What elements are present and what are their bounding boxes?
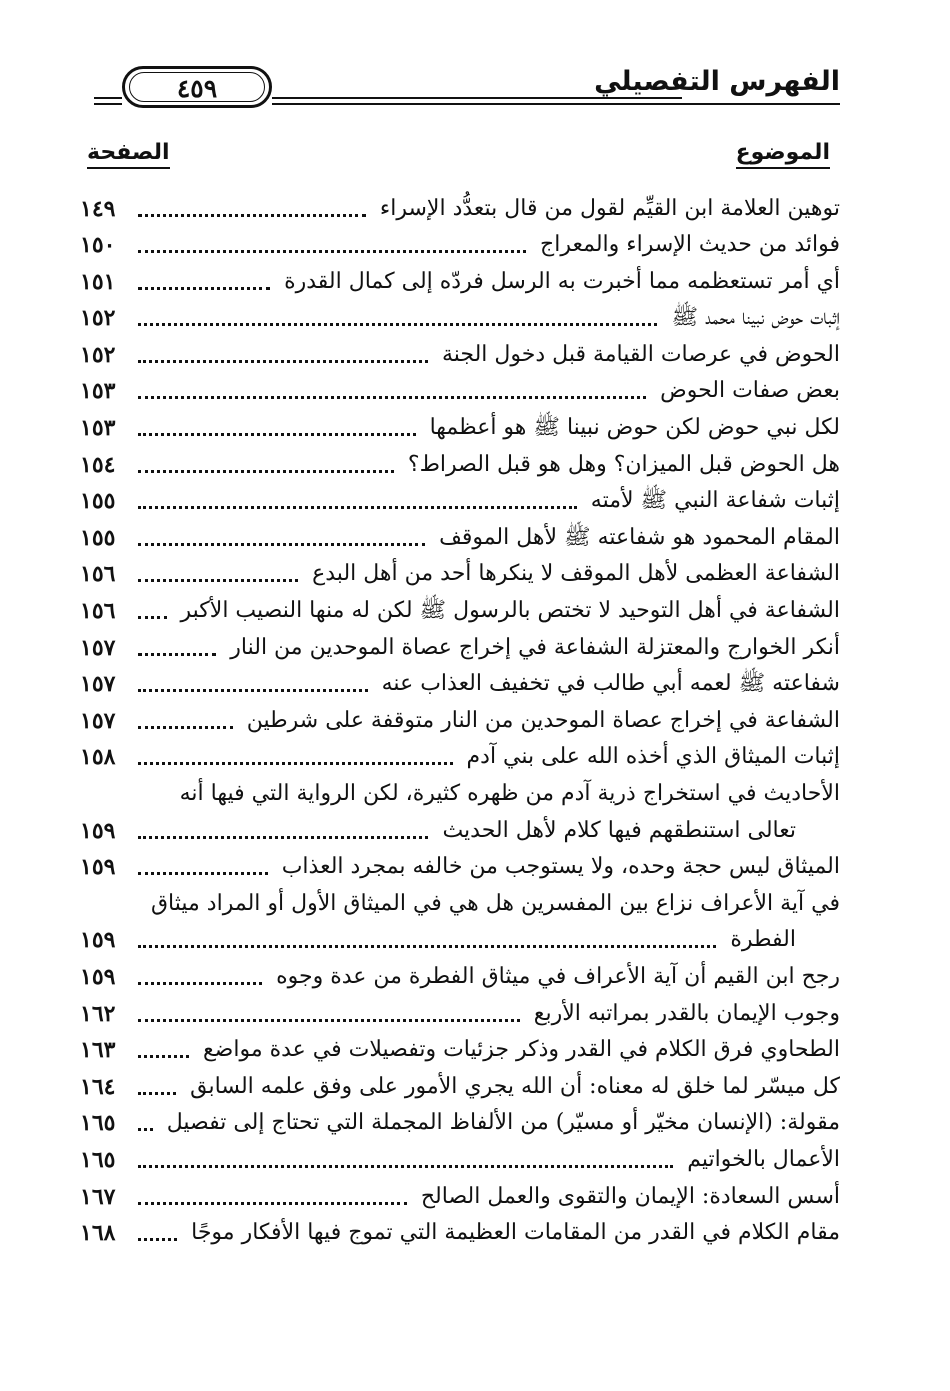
- entry-page: ١٥٠: [80, 232, 116, 258]
- leader-dots: [138, 433, 416, 436]
- toc-entry: [80, 265, 840, 301]
- leader-dots: [138, 1128, 153, 1131]
- toc-entry: [80, 1216, 840, 1252]
- entry-title: كل ميسّر لما خلق له معناه: أن الله يجري الأمور على وفق علمه السابق: [190, 1074, 840, 1099]
- entry-title: إثبات حوض نبينا محمد ﷺ: [671, 305, 840, 330]
- leader-dots: [138, 579, 298, 582]
- leader-dots: [138, 1202, 407, 1205]
- entry-title: إثبات الميثاق الذي أخذه الله على بني آدم: [466, 744, 840, 769]
- leader-dots: [138, 323, 657, 326]
- entry-title: لكل نبي حوض لكن حوض نبينا ﷺ هو أعظمها: [429, 415, 840, 440]
- entry-page: ١٦٥: [80, 1110, 116, 1136]
- entry-page: ١٥٥: [80, 488, 116, 514]
- leader-dots: [138, 1092, 176, 1095]
- toc-entry: [80, 338, 840, 374]
- toc-entry: [80, 228, 840, 264]
- toc-entry: [80, 1180, 840, 1216]
- toc-entry: [80, 301, 840, 337]
- entry-page: ١٥٨: [80, 744, 116, 770]
- leader-dots: [138, 396, 646, 399]
- toc-entry: [80, 1070, 840, 1106]
- toc-entry: [80, 777, 840, 813]
- leader-dots: [138, 872, 268, 875]
- entry-page: ١٥٥: [80, 525, 116, 551]
- entry-title: الشفاعة في إخراج عصاة الموحدين من النار متوقفة على شرطين: [246, 708, 840, 733]
- toc-entry: [80, 631, 840, 667]
- toc-entry: [80, 411, 840, 447]
- leader-dots: [138, 214, 366, 217]
- toc-entry: [80, 484, 840, 520]
- toc-entry: [80, 1033, 840, 1069]
- entry-title: هل الحوض قبل الميزان؟ وهل هو قبل الصراط؟: [407, 452, 840, 477]
- leader-dots: [138, 470, 394, 473]
- entry-page: ١٥٣: [80, 378, 116, 404]
- entry-page: ١٦٧: [80, 1184, 116, 1210]
- leader-dots: [138, 1055, 189, 1058]
- page-number: ٤٥٩: [176, 74, 218, 103]
- leader-dots: [138, 653, 216, 656]
- entry-page: ١٥٧: [80, 708, 116, 734]
- toc-entry: [80, 521, 840, 557]
- entry-title: الشفاعة العظمى لأهل الموقف لا ينكرها أحد من أهل البدع: [312, 561, 840, 586]
- leader-dots: [138, 945, 716, 948]
- toc-entry: [80, 814, 840, 850]
- column-heading-subject: الموضوع: [736, 140, 830, 169]
- entry-title: في آية الأعراف نزاع بين المفسرين هل هي في الميثاق الأول أو المراد ميثاق: [150, 891, 840, 916]
- entry-page: ١٦٢: [80, 1001, 116, 1027]
- entry-title: مقولة: (الإنسان مخيّر أو مسيّر) من الألفاظ المجملة التي تحتاج إلى تفصيل: [166, 1110, 840, 1135]
- leader-dots: [138, 506, 577, 509]
- entry-title: إثبات شفاعة النبي ﷺ لأمته: [590, 488, 840, 513]
- toc-entry: [80, 740, 840, 776]
- entry-title: وجوب الإيمان بالقدر بمراتبه الأربع: [533, 1001, 840, 1026]
- entry-title: رجح ابن القيم أن آية الأعراف في ميثاق الفطرة من عدة وجوه: [276, 964, 840, 989]
- toc-entry: [80, 850, 840, 886]
- leader-dots: [138, 982, 262, 985]
- entry-page: ١٦٨: [80, 1220, 116, 1246]
- leader-dots: [138, 360, 428, 363]
- toc-entry: [80, 960, 840, 996]
- toc-entry: [80, 594, 840, 630]
- entry-page: ١٥٩: [80, 818, 116, 844]
- entry-page: ١٥٩: [80, 964, 116, 990]
- entry-title: شفاعته ﷺ لعمه أبي طالب في تخفيف العذاب عنه: [381, 671, 840, 696]
- toc-entry: [80, 1143, 840, 1179]
- column-heading-page: الصفحة: [87, 140, 170, 169]
- entry-title: تعالى استنطقهم فيها كلام لأهل الحديث: [442, 818, 796, 843]
- entry-page: ١٥٧: [80, 671, 116, 697]
- entry-title: الميثاق ليس حجة وحده، ولا يستوجب من خالفه بمجرد العذاب: [281, 854, 840, 879]
- entry-page: ١٥٣: [80, 415, 116, 441]
- entry-title: الحوض في عرصات القيامة قبل دخول الجنة: [441, 342, 840, 367]
- leader-dots: [138, 250, 526, 253]
- leader-dots: [138, 543, 425, 546]
- entry-page: ١٦٥: [80, 1147, 116, 1173]
- entry-page: ١٥٦: [80, 598, 116, 624]
- entry-title: أسس السعادة: الإيمان والتقوى والعمل الصالح: [420, 1184, 840, 1209]
- leader-dots: [138, 1238, 177, 1241]
- leader-dots: [138, 726, 233, 729]
- entry-page: ١٦٣: [80, 1037, 116, 1063]
- leader-dots: [138, 836, 428, 839]
- entry-page: ١٥٧: [80, 635, 116, 661]
- entry-title: أنكر الخوارج والمعتزلة الشفاعة في إخراج عصاة الموحدين من النار: [230, 635, 840, 660]
- leader-dots: [138, 1019, 520, 1022]
- entry-title: مقام الكلام في القدر من المقامات العظيمة التي تموج فيها الأفكار موجًا: [191, 1220, 840, 1245]
- leader-dots: [138, 616, 167, 619]
- entry-page: ١٤٩: [80, 196, 116, 222]
- entry-title: الفطرة: [730, 927, 796, 952]
- entry-title: فوائد من حديث الإسراء والمعراج: [540, 232, 840, 257]
- toc-entry: [80, 667, 840, 703]
- toc-entry: [80, 374, 840, 410]
- leader-dots: [138, 762, 453, 765]
- entry-page: ١٥٩: [80, 854, 116, 880]
- entry-title: الأعمال بالخواتيم: [687, 1147, 840, 1172]
- leader-dots: [138, 287, 270, 290]
- leader-dots: [138, 1165, 673, 1168]
- entry-page: ١٦٤: [80, 1074, 116, 1100]
- entry-page: ١٥٦: [80, 561, 116, 587]
- entry-page: ١٥٩: [80, 927, 116, 953]
- toc-entry: [80, 887, 840, 923]
- entry-page: ١٥٢: [80, 305, 116, 331]
- entry-title: بعض صفات الحوض: [660, 378, 840, 403]
- leader-dots: [138, 689, 368, 692]
- toc-entry: [80, 1106, 840, 1142]
- entry-page: ١٥١: [80, 269, 116, 295]
- toc-entry: [80, 704, 840, 740]
- entry-title: الشفاعة في أهل التوحيد لا تختص بالرسول ﷺ لكن له منها النصيب الأكبر: [180, 598, 840, 623]
- header-title: الفهرس التفصيلي: [594, 66, 840, 97]
- toc-entry: [80, 923, 840, 959]
- entry-title: أي أمر تستعظمه مما أخبرت به الرسل فردّه إلى كمال القدرة: [284, 269, 840, 294]
- entry-page: ١٥٢: [80, 342, 116, 368]
- entry-title: المقام المحمود هو شفاعته ﷺ لأهل الموقف: [439, 525, 840, 550]
- toc-entry: [80, 557, 840, 593]
- entry-title: الأحاديث في استخراج ذرية آدم من ظهره كثيرة، لكن الرواية التي فيها أنه: [179, 781, 840, 806]
- entry-title: توهين العلامة ابن القيِّم لقول من قال بتعدُّد الإسراء: [379, 196, 840, 221]
- toc-entry: [80, 192, 840, 228]
- toc-entry: [80, 997, 840, 1033]
- toc-entry: [80, 448, 840, 484]
- entry-page: ١٥٤: [80, 452, 116, 478]
- entry-title: الطحاوي فرق الكلام في القدر وذكر جزئيات وتفصيلات في عدة مواضع: [202, 1037, 840, 1062]
